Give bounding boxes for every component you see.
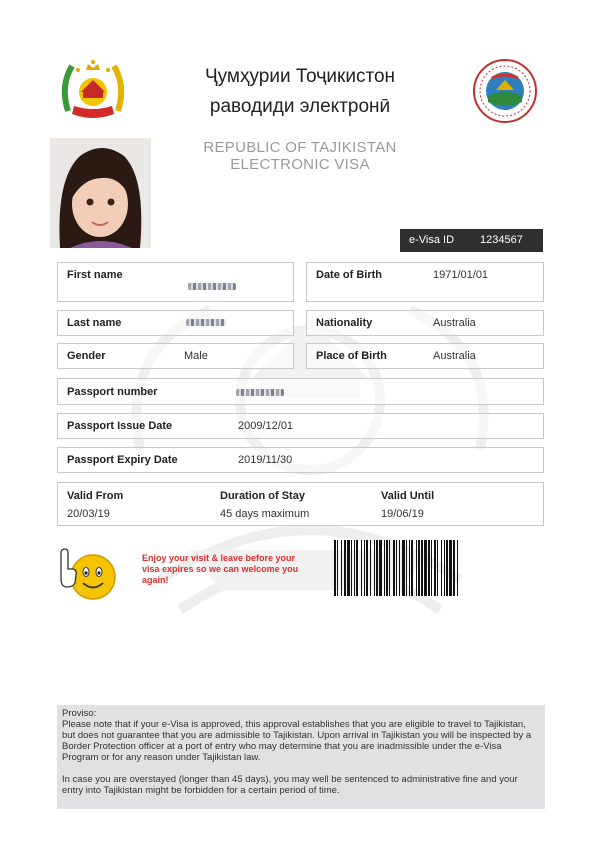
date-of-birth-value: 1971/01/01	[433, 269, 489, 281]
passport-number-box	[57, 378, 544, 405]
last-name-redacted	[186, 319, 226, 326]
title-tajik-line2: раводиди электронӣ	[209, 96, 391, 117]
barcode-bar	[354, 540, 355, 596]
last-name-label: Last name	[67, 317, 122, 329]
barcode-bar	[386, 540, 388, 596]
barcode-bar	[431, 540, 432, 596]
nationality-value: Australia	[433, 317, 476, 329]
barcode-bar	[334, 540, 336, 596]
validity-box	[57, 482, 544, 526]
barcode-bar	[434, 540, 436, 596]
barcode-bar	[421, 540, 423, 596]
passport-expiry-date-label: Passport Expiry Date	[67, 454, 178, 466]
proviso-box	[57, 705, 545, 809]
duration-value: 45 days maximum	[220, 508, 310, 520]
barcode-bar	[384, 540, 385, 596]
valid-from-label: Valid From	[67, 490, 124, 502]
date-of-birth-box	[306, 262, 544, 302]
passport-number-redacted	[236, 389, 284, 396]
barcode-bar	[428, 540, 430, 596]
barcode-bar	[453, 540, 455, 596]
barcode-bar	[366, 540, 368, 596]
barcode-bar	[364, 540, 365, 596]
valid-until-value: 19/06/19	[381, 508, 424, 520]
nationality-box	[306, 310, 544, 336]
barcode-bar	[389, 540, 390, 596]
barcode-bar	[409, 540, 410, 596]
valid-until-label: Valid Until	[381, 490, 435, 502]
barcode-bar	[374, 540, 375, 596]
nationality-label: Nationality	[316, 317, 373, 329]
barcode	[334, 540, 544, 596]
barcode-bar	[399, 540, 400, 596]
last-name-box	[57, 310, 294, 336]
barcode-bar	[424, 540, 427, 596]
farewell-message-line2: visa expires so we can welcome you	[142, 564, 299, 574]
place-of-birth-box	[306, 343, 544, 369]
first-name-redacted	[188, 283, 236, 290]
duration-label: Duration of Stay	[220, 490, 305, 502]
proviso-paragraph-1: Please note that if your e-Visa is approved, this approval establishes that you are eligible to travel to Tajikistan, but does not guarantee that you are admissible to Tajikistan. Upon arrival in Tajikistan you will be inspected by a Border Protection officer at a port of entry who may determine that you are inadmissible under the e-Visa Program or for any reason under Tajikistan law.	[62, 719, 532, 763]
barcode-bar	[356, 540, 358, 596]
passport-issue-date-label: Passport Issue Date	[67, 420, 173, 432]
gender-box	[57, 343, 294, 369]
first-name-box	[57, 262, 294, 302]
barcode-bar	[411, 540, 413, 596]
place-of-birth-label: Place of Birth	[316, 350, 387, 362]
barcode-bar	[337, 540, 338, 596]
farewell-message-line1: Enjoy your visit & leave before your	[142, 553, 296, 563]
title-en-line2: ELECTRONIC VISA	[230, 156, 370, 173]
passport-issue-date-value: 2009/12/01	[238, 420, 294, 432]
title-en-line1: REPUBLIC OF TAJIKISTAN	[203, 139, 397, 156]
proviso-heading: Proviso:	[62, 708, 97, 719]
barcode-bar	[341, 540, 342, 596]
evisa-id-bar	[400, 229, 543, 252]
passport-expiry-date-box	[57, 447, 544, 473]
barcode-bar	[379, 540, 382, 596]
barcode-bar	[361, 540, 362, 596]
barcode-bar	[444, 540, 445, 596]
gender-label: Gender	[67, 350, 106, 362]
barcode-bar	[351, 540, 352, 596]
barcode-bar	[406, 540, 407, 596]
barcode-bar	[449, 540, 452, 596]
gender-value: Male	[184, 350, 208, 362]
barcode-bar	[396, 540, 397, 596]
applicant-photo	[50, 138, 151, 248]
evisa-id-label: e-Visa ID	[409, 234, 455, 246]
passport-issue-date-box	[57, 413, 544, 439]
barcode-bar	[376, 540, 378, 596]
date-of-birth-label: Date of Birth	[316, 269, 382, 281]
title-tajik-line1: Ҷумҳурии Тоҷикистон	[204, 66, 396, 87]
barcode-bar	[418, 540, 420, 596]
barcode-bar	[347, 540, 350, 596]
barcode-bar	[393, 540, 395, 596]
barcode-bar	[344, 540, 346, 596]
barcode-bar	[446, 540, 448, 596]
barcode-bar	[416, 540, 417, 596]
valid-from-value: 20/03/19	[67, 508, 110, 520]
barcode-bar	[402, 540, 405, 596]
passport-number-label: Passport number	[67, 386, 158, 398]
pointing-smiley-icon	[55, 543, 121, 603]
barcode-bar	[441, 540, 442, 596]
place-of-birth-value: Australia	[433, 350, 476, 362]
proviso-paragraph-2: In case you are overstayed (longer than 45 days), you may well be sentenced to administrative fine and your entry into Tajikistan might be forbidden for a certain period of time.	[62, 774, 518, 796]
evisa-id-value: 1234567	[480, 234, 523, 246]
barcode-bar	[437, 540, 438, 596]
farewell-message	[142, 553, 307, 586]
barcode-bar	[370, 540, 371, 596]
first-name-label: First name	[67, 269, 123, 281]
barcode-bar	[457, 540, 458, 596]
passport-expiry-date-value: 2019/11/30	[238, 454, 293, 466]
farewell-message-line3: again!	[142, 575, 169, 585]
